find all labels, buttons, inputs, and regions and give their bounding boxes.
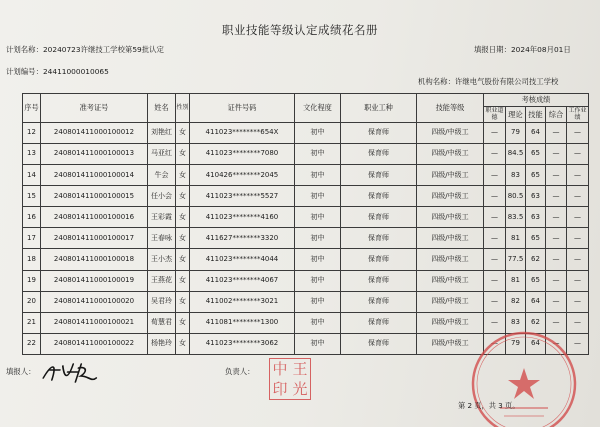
cell-level: 四级/中级工 xyxy=(417,249,484,270)
document-title: 职业技能等级认定成绩花名册 xyxy=(222,23,378,37)
cell-ethics: — xyxy=(484,312,506,333)
cell-work: — xyxy=(567,144,589,165)
cell-exam-no: 240801411000100017 xyxy=(41,228,148,249)
table-row xyxy=(23,228,589,249)
cell-job: 保育师 xyxy=(341,207,417,228)
org-label: 机构名称： xyxy=(418,77,455,86)
cell-level: 四级/中级工 xyxy=(417,291,484,312)
cell-theory: 80.5 xyxy=(506,186,526,207)
cell-level: 四级/中级工 xyxy=(417,333,484,354)
cell-job: 保育师 xyxy=(341,312,417,333)
handwritten-signature xyxy=(37,358,104,391)
cell-skill: 65 xyxy=(526,270,546,291)
cell-seq: 17 xyxy=(23,228,41,249)
cell-theory: 81 xyxy=(506,228,526,249)
cell-seq: 15 xyxy=(23,186,41,207)
cell-seq: 13 xyxy=(23,144,41,165)
fill-date-label: 填报日期： xyxy=(474,45,511,54)
cell-exam-no: 240801411000100022 xyxy=(41,333,148,354)
cell-id-no: 410426********2045 xyxy=(190,165,295,186)
header-id-no: 证件号码 xyxy=(190,94,295,123)
cell-work: — xyxy=(567,165,589,186)
cell-job: 保育师 xyxy=(341,291,417,312)
plan-name-value: 20240723许继技工学校第59批认定 xyxy=(42,45,164,54)
cell-job: 保育师 xyxy=(341,144,417,165)
cell-work: — xyxy=(567,249,589,270)
cell-name: 王春咏 xyxy=(148,228,176,249)
cell-name: 刘艳红 xyxy=(148,123,176,144)
cell-level: 四级/中级工 xyxy=(417,186,484,207)
cell-overall: — xyxy=(546,186,567,207)
cell-skill: 64 xyxy=(526,123,546,144)
cell-job: 保育师 xyxy=(341,123,417,144)
cell-overall: — xyxy=(546,333,567,354)
cell-work: — xyxy=(567,207,589,228)
cell-ethics: — xyxy=(484,249,506,270)
cell-name: 王燕花 xyxy=(148,270,176,291)
cell-education: 初中 xyxy=(295,144,341,165)
header-gender: 性别 xyxy=(176,94,190,123)
header-seq: 序号 xyxy=(23,94,41,123)
cell-id-no: 411627********3320 xyxy=(190,228,295,249)
plan-name xyxy=(6,44,164,55)
cell-ethics: — xyxy=(484,165,506,186)
table-row xyxy=(23,144,589,165)
header-exam-no: 准考证号 xyxy=(41,94,148,123)
cell-id-no: 411002********3021 xyxy=(190,291,295,312)
cell-theory: 84.5 xyxy=(506,144,526,165)
seal-char: 王 xyxy=(292,360,308,378)
header-scores: 考核成绩 xyxy=(484,94,589,107)
cell-ethics: — xyxy=(484,186,506,207)
cell-education: 初中 xyxy=(295,207,341,228)
cell-id-no: 411081********1300 xyxy=(190,312,295,333)
cell-id-no: 411023********5527 xyxy=(190,186,295,207)
cell-exam-no: 240801411000100019 xyxy=(41,270,148,291)
cell-gender: 女 xyxy=(176,312,190,333)
signature-image xyxy=(39,358,105,386)
filler-label: 填报人： xyxy=(6,367,36,376)
cell-level: 四级/中级工 xyxy=(417,207,484,228)
cell-gender: 女 xyxy=(176,228,190,249)
cell-job: 保育师 xyxy=(341,165,417,186)
cell-exam-no: 240801411000100012 xyxy=(41,123,148,144)
org-value: 许继电气股份有限公司技工学校 xyxy=(454,77,559,86)
cell-skill: 65 xyxy=(526,165,546,186)
cell-name: 牛会 xyxy=(148,165,176,186)
table-row xyxy=(23,291,589,312)
cell-id-no: 411023********654X xyxy=(190,123,295,144)
cell-overall: — xyxy=(546,270,567,291)
cell-exam-no: 240801411000100014 xyxy=(41,165,148,186)
cell-level: 四级/中级工 xyxy=(417,144,484,165)
plan-name-label: 计划名称： xyxy=(6,45,43,54)
responsible-label: 负责人： xyxy=(225,367,255,376)
table-row xyxy=(23,312,589,333)
cell-theory: 81 xyxy=(506,270,526,291)
cell-seq: 12 xyxy=(23,123,41,144)
cell-name: 王彩霞 xyxy=(148,207,176,228)
cell-education: 初中 xyxy=(295,270,341,291)
cell-overall: — xyxy=(546,291,567,312)
cell-name: 王小杰 xyxy=(148,249,176,270)
cell-level: 四级/中级工 xyxy=(417,270,484,291)
page-number: 第 2 页，共 3 页。 xyxy=(458,401,520,410)
cell-exam-no: 240801411000100016 xyxy=(41,207,148,228)
cell-overall: — xyxy=(546,249,567,270)
cell-ethics: — xyxy=(484,270,506,291)
header-skill: 技能 xyxy=(526,107,546,123)
cell-work: — xyxy=(567,228,589,249)
plan-no-label: 计划编号： xyxy=(6,67,43,76)
cell-work: — xyxy=(567,312,589,333)
cell-education: 初中 xyxy=(295,249,341,270)
table-row xyxy=(23,249,589,270)
cell-gender: 女 xyxy=(176,165,190,186)
seal-char: 光 xyxy=(292,380,308,398)
cell-skill: 63 xyxy=(526,186,546,207)
cell-gender: 女 xyxy=(176,144,190,165)
plan-no-value: 24411000010065 xyxy=(42,67,109,76)
header-theory: 理论 xyxy=(506,107,526,123)
header-name: 姓名 xyxy=(148,94,176,123)
seal-char: 印 xyxy=(272,380,288,398)
cell-ethics: — xyxy=(484,333,506,354)
cell-seq: 22 xyxy=(23,333,41,354)
cell-skill: 63 xyxy=(526,207,546,228)
table-row xyxy=(23,270,589,291)
fill-date xyxy=(474,44,571,55)
cell-gender: 女 xyxy=(176,291,190,312)
table-row xyxy=(23,165,589,186)
cell-seq: 16 xyxy=(23,207,41,228)
cell-job: 保育师 xyxy=(341,228,417,249)
cell-overall: — xyxy=(546,144,567,165)
cell-skill: 64 xyxy=(526,291,546,312)
fill-date-value: 2024年08月01日 xyxy=(510,45,571,54)
cell-skill: 64 xyxy=(526,333,546,354)
cell-education: 初中 xyxy=(295,165,341,186)
cell-ethics: — xyxy=(484,207,506,228)
cell-job: 保育师 xyxy=(341,270,417,291)
cell-theory: 83.5 xyxy=(506,207,526,228)
cell-skill: 62 xyxy=(526,312,546,333)
cell-ethics: — xyxy=(484,123,506,144)
header-job: 职业工种 xyxy=(341,94,417,123)
cell-seq: 18 xyxy=(23,249,41,270)
cell-id-no: 411023********4067 xyxy=(190,270,295,291)
plan-number xyxy=(6,66,109,77)
cell-overall: — xyxy=(546,207,567,228)
cell-education: 初中 xyxy=(295,333,341,354)
cell-skill: 62 xyxy=(526,249,546,270)
table-row xyxy=(23,207,589,228)
cell-id-no: 411023********4044 xyxy=(190,249,295,270)
cell-work: — xyxy=(567,291,589,312)
cell-job: 保育师 xyxy=(341,249,417,270)
name-seal-stamp xyxy=(269,358,311,400)
table-row xyxy=(23,123,589,144)
cell-name: 杨艳玲 xyxy=(148,333,176,354)
cell-seq: 19 xyxy=(23,270,41,291)
org-name xyxy=(418,76,558,87)
header-overall: 综合 xyxy=(546,107,567,123)
cell-theory: 82 xyxy=(506,291,526,312)
cell-gender: 女 xyxy=(176,123,190,144)
cell-id-no: 411023********3062 xyxy=(190,333,295,354)
cell-name: 马亚红 xyxy=(148,144,176,165)
cell-seq: 14 xyxy=(23,165,41,186)
cell-theory: 79 xyxy=(506,333,526,354)
cell-education: 初中 xyxy=(295,312,341,333)
cell-exam-no: 240801411000100021 xyxy=(41,312,148,333)
cell-level: 四级/中级工 xyxy=(417,312,484,333)
cell-seq: 20 xyxy=(23,291,41,312)
cell-overall: — xyxy=(546,228,567,249)
cell-work: — xyxy=(567,186,589,207)
cell-ethics: — xyxy=(484,228,506,249)
cell-exam-no: 240801411000100015 xyxy=(41,186,148,207)
header-education: 文化程度 xyxy=(295,94,341,123)
cell-gender: 女 xyxy=(176,186,190,207)
cell-job: 保育师 xyxy=(341,186,417,207)
cell-level: 四级/中级工 xyxy=(417,165,484,186)
cell-exam-no: 240801411000100018 xyxy=(41,249,148,270)
cell-name: 吴君玲 xyxy=(148,291,176,312)
cell-education: 初中 xyxy=(295,228,341,249)
cell-job: 保育师 xyxy=(341,333,417,354)
cell-exam-no: 240801411000100020 xyxy=(41,291,148,312)
cell-gender: 女 xyxy=(176,207,190,228)
cell-theory: 77.5 xyxy=(506,249,526,270)
cell-ethics: — xyxy=(484,144,506,165)
cell-overall: — xyxy=(546,123,567,144)
header-level: 技能等级 xyxy=(417,94,484,123)
cell-theory: 83 xyxy=(506,165,526,186)
cell-gender: 女 xyxy=(176,249,190,270)
table-row xyxy=(23,333,589,354)
cell-education: 初中 xyxy=(295,291,341,312)
cell-education: 初中 xyxy=(295,123,341,144)
cell-skill: 65 xyxy=(526,144,546,165)
seal-char: 中 xyxy=(272,360,288,378)
cell-id-no: 411023********7080 xyxy=(190,144,295,165)
header-ethics: 职业道德 xyxy=(485,107,504,121)
table-body xyxy=(23,123,589,355)
cell-level: 四级/中级工 xyxy=(417,228,484,249)
cell-gender: 女 xyxy=(176,333,190,354)
cell-level: 四级/中级工 xyxy=(417,123,484,144)
cell-overall: — xyxy=(546,165,567,186)
cell-theory: 79 xyxy=(506,123,526,144)
cell-exam-no: 240801411000100013 xyxy=(41,144,148,165)
cell-seq: 21 xyxy=(23,312,41,333)
cell-education: 初中 xyxy=(295,186,341,207)
score-table xyxy=(22,93,589,355)
table-row xyxy=(23,186,589,207)
header-work: 工作业绩 xyxy=(568,107,587,121)
cell-name: 任小会 xyxy=(148,186,176,207)
cell-ethics: — xyxy=(484,291,506,312)
cell-work: — xyxy=(567,270,589,291)
cell-name: 荀慧君 xyxy=(148,312,176,333)
cell-id-no: 411023********4160 xyxy=(190,207,295,228)
cell-gender: 女 xyxy=(176,270,190,291)
cell-work: — xyxy=(567,333,589,354)
cell-theory: 83 xyxy=(506,312,526,333)
cell-work: — xyxy=(567,123,589,144)
cell-overall: — xyxy=(546,312,567,333)
cell-skill: 65 xyxy=(526,228,546,249)
